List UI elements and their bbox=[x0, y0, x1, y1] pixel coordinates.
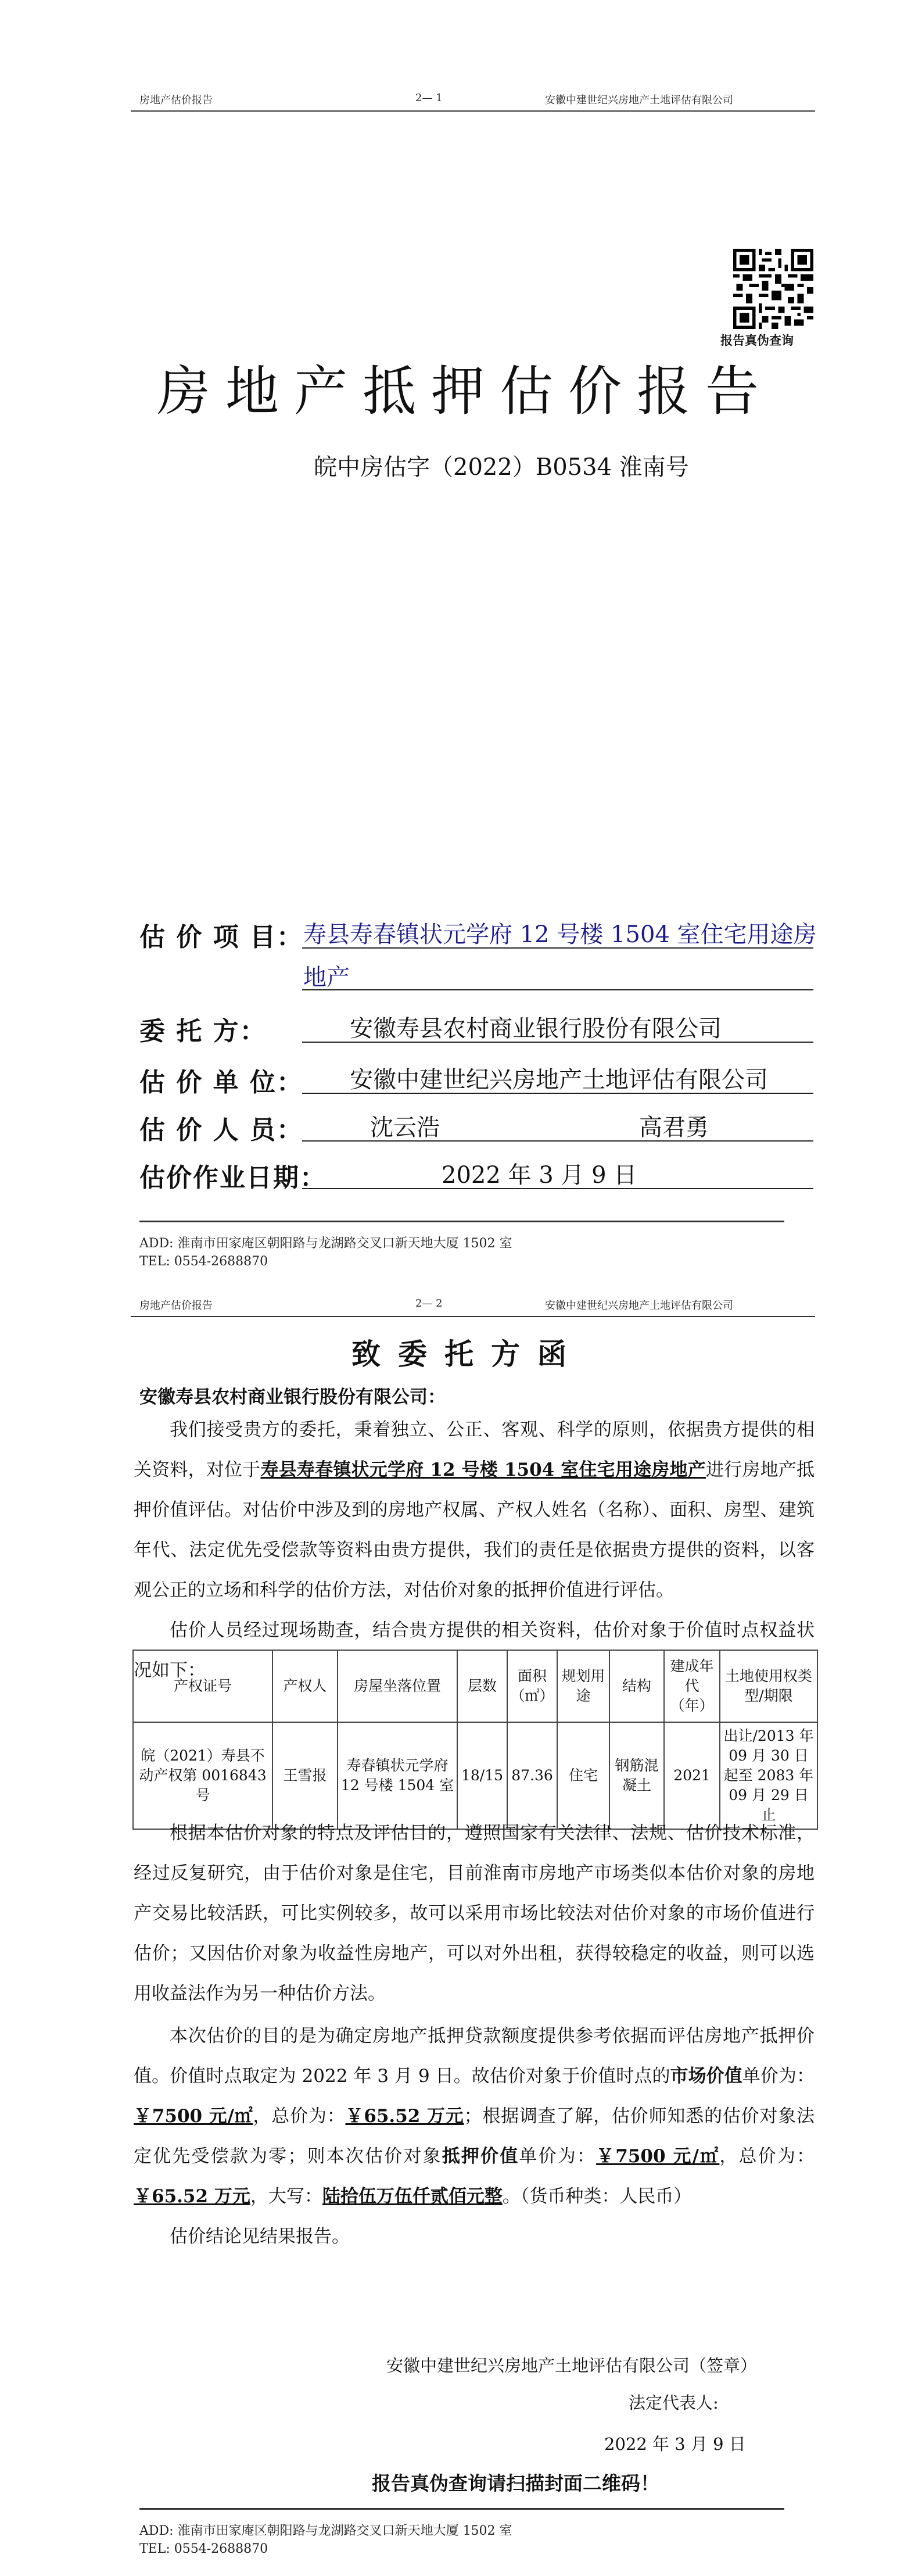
qr-code[interactable] bbox=[733, 249, 813, 329]
footer-tel: TEL: 0554-2688870 bbox=[139, 2542, 268, 2556]
table-header: 房屋坐落位置 bbox=[338, 1650, 457, 1722]
underline bbox=[302, 989, 813, 990]
letter-title: 致委托方函 bbox=[351, 1337, 584, 1371]
underline bbox=[302, 1093, 813, 1094]
text: 。（货币种类：人民币） bbox=[502, 2186, 692, 2207]
text: 根据本估价对象的特点及评估目的，遵照国家有关法律、法规、估价技术标准，经过反复研究，由于估价对象是住宅，目前淮南市房地产市场类似本估价对象的房地产交易比较活跃，可比实例较多，故可以采用市场比较法对估价对象的市场价值进行估价；又因估价对象为收益性房地产，可以对外出租，获得较稳定的收益，则可以选用收益法作为另一种估价方法。 bbox=[134, 1823, 815, 2004]
text: ，总价为： bbox=[253, 2106, 346, 2127]
mortgage-unit-price: ￥7500 元/㎡ bbox=[596, 2146, 720, 2167]
field-value-client: 安徽寿县农村商业银行股份有限公司 bbox=[350, 1015, 722, 1042]
text: 本次估价的目的是为确定房地产抵押贷款额度提供参考依据而评估房地产抵押价值。价值时点取定为 2022 年 3 月 9 日。故估价对象于价值时点的 bbox=[134, 2026, 815, 2087]
table-header: 结构 bbox=[609, 1650, 664, 1722]
footer-address: ADD: 淮南市田家庵区朝阳路与龙湖路交叉口新天地大厦 1502 室 bbox=[139, 2524, 512, 2538]
text: ，总价为： bbox=[719, 2146, 815, 2167]
field-label-date: 估价作业日期： bbox=[139, 1163, 327, 1193]
signature-company: 安徽中建世纪兴房地产土地评估有限公司（签章） bbox=[386, 2356, 758, 2375]
table-cell: 皖（2021）寿县不动产权第 0016843 号 bbox=[133, 1722, 272, 1829]
market-total-price: ￥65.52 万元 bbox=[345, 2106, 464, 2127]
header-left: 房地产估价报告 bbox=[139, 94, 213, 106]
footer-rule bbox=[139, 2508, 784, 2510]
field-value-project: 寿县寿春镇状元学府 12 号楼 1504 室住宅用途房 bbox=[303, 921, 817, 948]
text: 市场价值 bbox=[670, 2066, 742, 2087]
header-rule bbox=[131, 110, 815, 112]
verify-notice: 报告真伪查询请扫描封面二维码！ bbox=[372, 2472, 659, 2495]
text: 单价为： bbox=[742, 2066, 815, 2087]
table-cell: 出让/2013 年 09 月 30 日起至 2083 年 09 月 29 日止 bbox=[720, 1722, 817, 1829]
text: ，大写： bbox=[250, 2186, 322, 2207]
table-header: 规划用途 bbox=[557, 1650, 609, 1722]
footer-rule bbox=[139, 1221, 784, 1222]
table-header: 面积（㎡） bbox=[507, 1650, 557, 1722]
field-value-project-cont: 地产 bbox=[303, 964, 350, 991]
table-cell: 87.36 bbox=[507, 1722, 557, 1829]
report-number: 皖中房估字（2022）B0534 淮南号 bbox=[314, 454, 689, 481]
table-header: 土地使用权类型/期限 bbox=[720, 1650, 817, 1722]
market-unit-price: ￥7500 元/㎡ bbox=[134, 2106, 253, 2127]
underline bbox=[302, 1042, 813, 1043]
report-title: 房地产抵押估价报告 bbox=[157, 360, 774, 423]
field-label-project: 估 价 项 目： bbox=[139, 922, 303, 952]
letter-body-2 bbox=[134, 1813, 815, 2257]
property-info-table bbox=[132, 1650, 818, 1830]
header-left: 房地产估价报告 bbox=[139, 1300, 213, 1312]
text: 单价为： bbox=[519, 2146, 597, 2167]
text: ；根据调查了解，估价师知悉的估价对象法定优先受偿款为零；则本次估价对象 bbox=[134, 2106, 815, 2167]
table-cell: 钢筋混凝土 bbox=[609, 1722, 664, 1829]
underline bbox=[302, 947, 813, 949]
table-header-row bbox=[133, 1650, 817, 1722]
header-page-number: 2— 1 bbox=[415, 92, 443, 104]
underline bbox=[302, 1188, 813, 1189]
table-cell: 住宅 bbox=[557, 1722, 609, 1829]
footer-address: ADD: 淮南市田家庵区朝阳路与龙湖路交叉口新天地大厦 1502 室 bbox=[139, 1236, 512, 1251]
text: 我们接受贵方的委托，秉着独立、公正、客观、科学的原则，依据贵方提供的相关资料，对位于 bbox=[134, 1419, 815, 1480]
table-cell: 2021 bbox=[664, 1722, 720, 1829]
field-label-client: 委 托 方： bbox=[139, 1017, 267, 1046]
field-value-appraiser-org: 安徽中建世纪兴房地产土地评估有限公司 bbox=[350, 1067, 768, 1093]
text: 估价人员经过现场勘查，结合贵方提供的相关资料，估价对象于价值时点权益状况如下： bbox=[134, 1620, 815, 1681]
text: 抵押价值 bbox=[442, 2146, 519, 2167]
underline bbox=[302, 1140, 813, 1142]
text: 估价结论见结果报告。 bbox=[170, 2226, 350, 2247]
text: 进行房地产抵押价值评估。对估价中涉及到的房地产权属、产权人姓名（名称）、面积、房型、建筑年代、法定优先受偿款等资料由贵方提供，我们的责任是依据贵方提供的资料，以客观公正的立场和科学的估价方法，对估价对象的抵押价值进行评估。 bbox=[134, 1459, 815, 1601]
amount-in-words: 陆拾伍万伍仟贰佰元整 bbox=[322, 2186, 503, 2207]
signature-date: 2022 年 3 月 9 日 bbox=[604, 2434, 746, 2454]
table-cell: 王雪报 bbox=[272, 1722, 338, 1829]
table-header: 建成年代（年） bbox=[664, 1650, 720, 1722]
table-header: 产权人 bbox=[272, 1650, 338, 1722]
field-value-appraiser-2: 高君勇 bbox=[639, 1114, 709, 1141]
table-header: 产权证号 bbox=[133, 1650, 272, 1722]
field-value-appraiser-1: 沈云浩 bbox=[370, 1114, 440, 1141]
header-right: 安徽中建世纪兴房地产土地评估有限公司 bbox=[545, 94, 733, 106]
qr-caption: 报告真伪查询 bbox=[720, 333, 794, 348]
property-address: 寿县寿春镇状元学府 12 号楼 1504 室住宅用途房地产 bbox=[260, 1459, 706, 1480]
header-rule bbox=[131, 1316, 815, 1317]
signature-representative: 法定代表人: bbox=[629, 2393, 719, 2413]
field-label-appraisers: 估 价 人 员： bbox=[139, 1115, 303, 1145]
table-header: 层数 bbox=[457, 1650, 507, 1722]
table-cell: 寿春镇状元学府 12 号楼 1504 室 bbox=[338, 1722, 457, 1829]
mortgage-total-price: ￥65.52 万元 bbox=[134, 2186, 250, 2207]
letter-body-1 bbox=[134, 1410, 815, 1691]
header-page-number: 2— 2 bbox=[415, 1297, 443, 1310]
letter-salutation: 安徽寿县农村商业银行股份有限公司： bbox=[139, 1387, 446, 1408]
field-value-date: 2022 年 3 月 9 日 bbox=[442, 1162, 637, 1189]
footer-tel: TEL: 0554-2688870 bbox=[139, 1254, 268, 1269]
header-right: 安徽中建世纪兴房地产土地评估有限公司 bbox=[545, 1300, 733, 1312]
field-label-appraiser-org: 估 价 单 位： bbox=[139, 1068, 303, 1097]
table-cell: 18/15 bbox=[457, 1722, 507, 1829]
